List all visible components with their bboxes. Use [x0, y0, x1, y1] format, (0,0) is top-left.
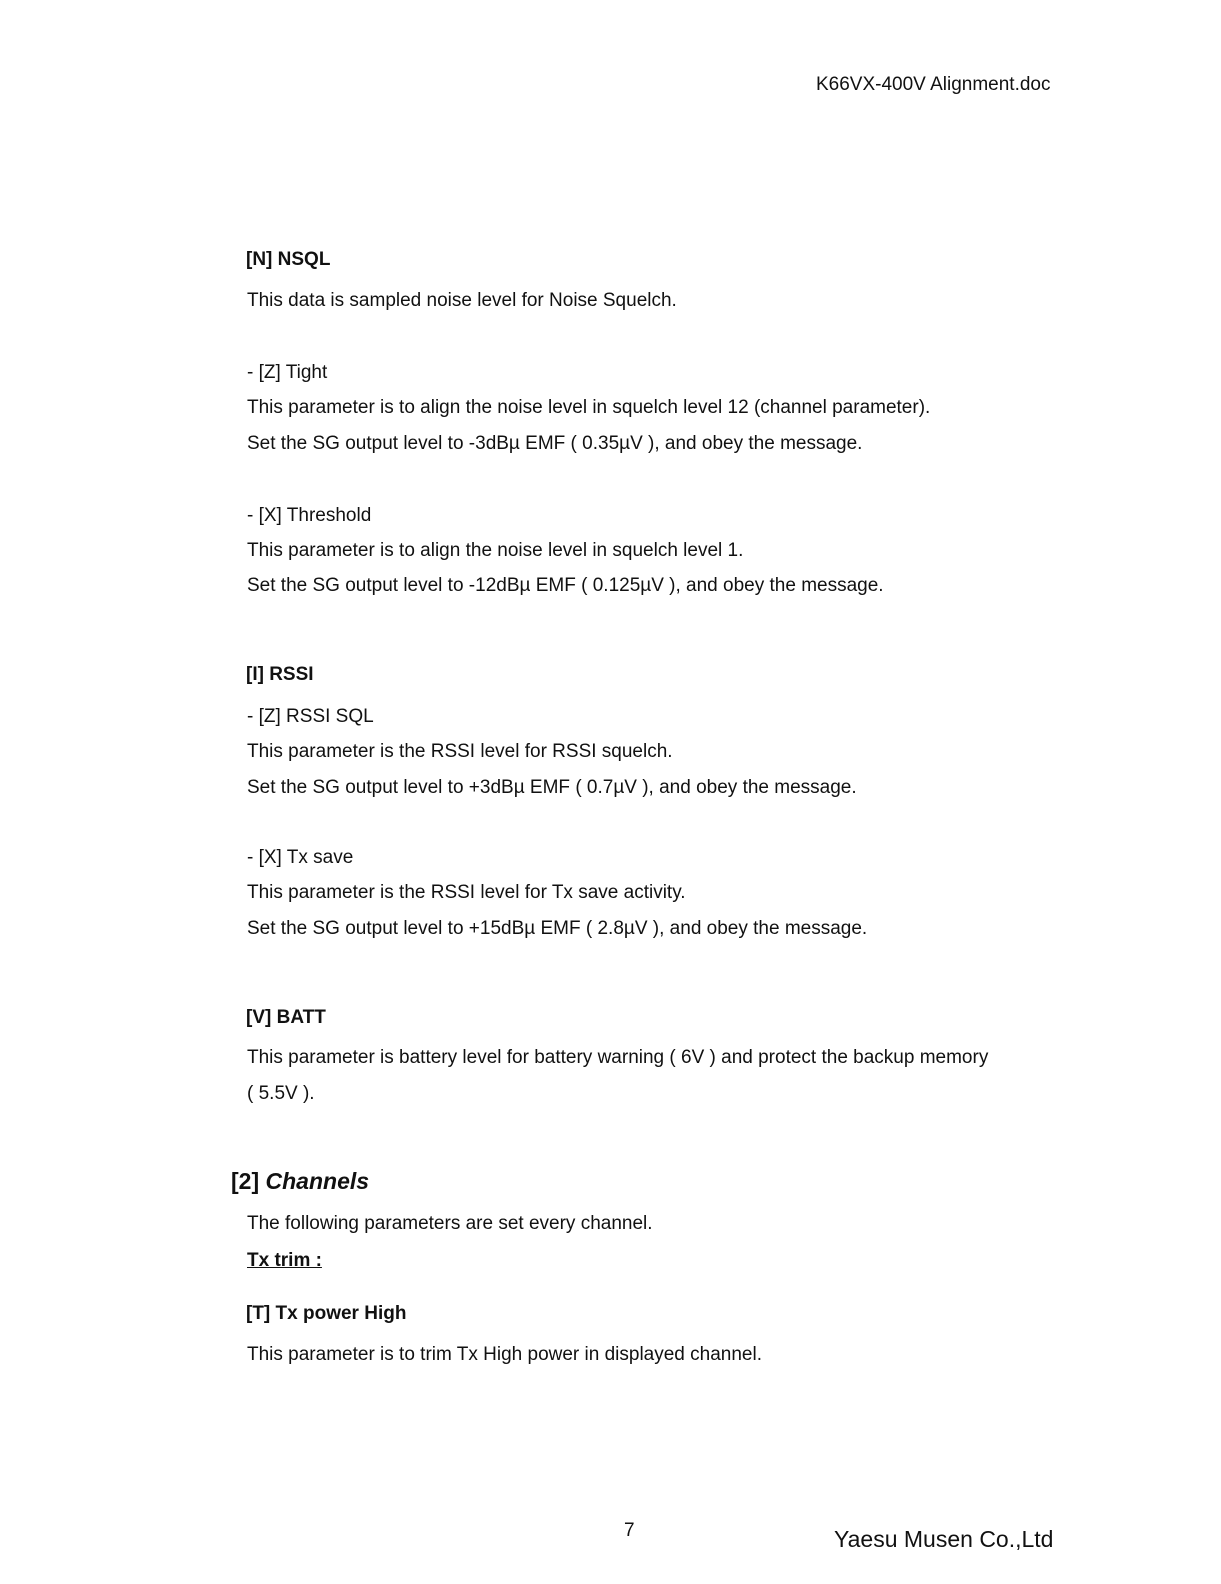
- batt-line2: ( 5.5V ).: [247, 1083, 315, 1104]
- tx-power-high-heading: [T] Tx power High: [246, 1303, 407, 1324]
- nsql-heading: [N] NSQL: [246, 249, 331, 270]
- txsave-line2: Set the SG output level to +15dBµ EMF ( 2.8µV ), and obey the message.: [247, 918, 868, 939]
- channels-title: Channels: [265, 1168, 370, 1194]
- batt-heading: [V] BATT: [246, 1007, 326, 1028]
- threshold-label: - [X] Threshold: [247, 505, 372, 526]
- txsave-label: - [X] Tx save: [247, 847, 354, 868]
- channels-number: [2]: [231, 1168, 260, 1194]
- tight-label: - [Z] Tight: [247, 362, 328, 383]
- rssi-sql-label: - [Z] RSSI SQL: [247, 706, 374, 727]
- tx-power-high-line1: This parameter is to trim Tx High power in displayed channel.: [247, 1344, 762, 1365]
- batt-line1: This parameter is battery level for battery warning ( 6V ) and protect the backup memory: [247, 1047, 989, 1068]
- rssi-heading: [I] RSSI: [246, 664, 314, 685]
- rssi-sql-line1: This parameter is the RSSI level for RSSI squelch.: [247, 741, 673, 762]
- page-number: 7: [624, 1520, 635, 1541]
- threshold-line2: Set the SG output level to -12dBµ EMF ( 0.125µV ), and obey the message.: [247, 575, 884, 596]
- nsql-intro: This data is sampled noise level for Noise Squelch.: [247, 290, 677, 311]
- tight-line2: Set the SG output level to -3dBµ EMF ( 0.35µV ), and obey the message.: [247, 433, 863, 454]
- channels-intro: The following parameters are set every channel.: [247, 1213, 653, 1234]
- txsave-line1: This parameter is the RSSI level for Tx save activity.: [247, 882, 686, 903]
- tight-line1: This parameter is to align the noise level in squelch level 12 (channel parameter).: [247, 397, 931, 418]
- threshold-line1: This parameter is to align the noise level in squelch level 1.: [247, 540, 744, 561]
- channels-heading: [231, 1168, 369, 1195]
- tx-trim-label: Tx trim :: [247, 1250, 322, 1271]
- rssi-sql-line2: Set the SG output level to +3dBµ EMF ( 0.7µV ), and obey the message.: [247, 777, 857, 798]
- company-name: Yaesu Musen Co.,Ltd: [834, 1526, 1054, 1552]
- document-filename: K66VX-400V Alignment.doc: [816, 74, 1051, 95]
